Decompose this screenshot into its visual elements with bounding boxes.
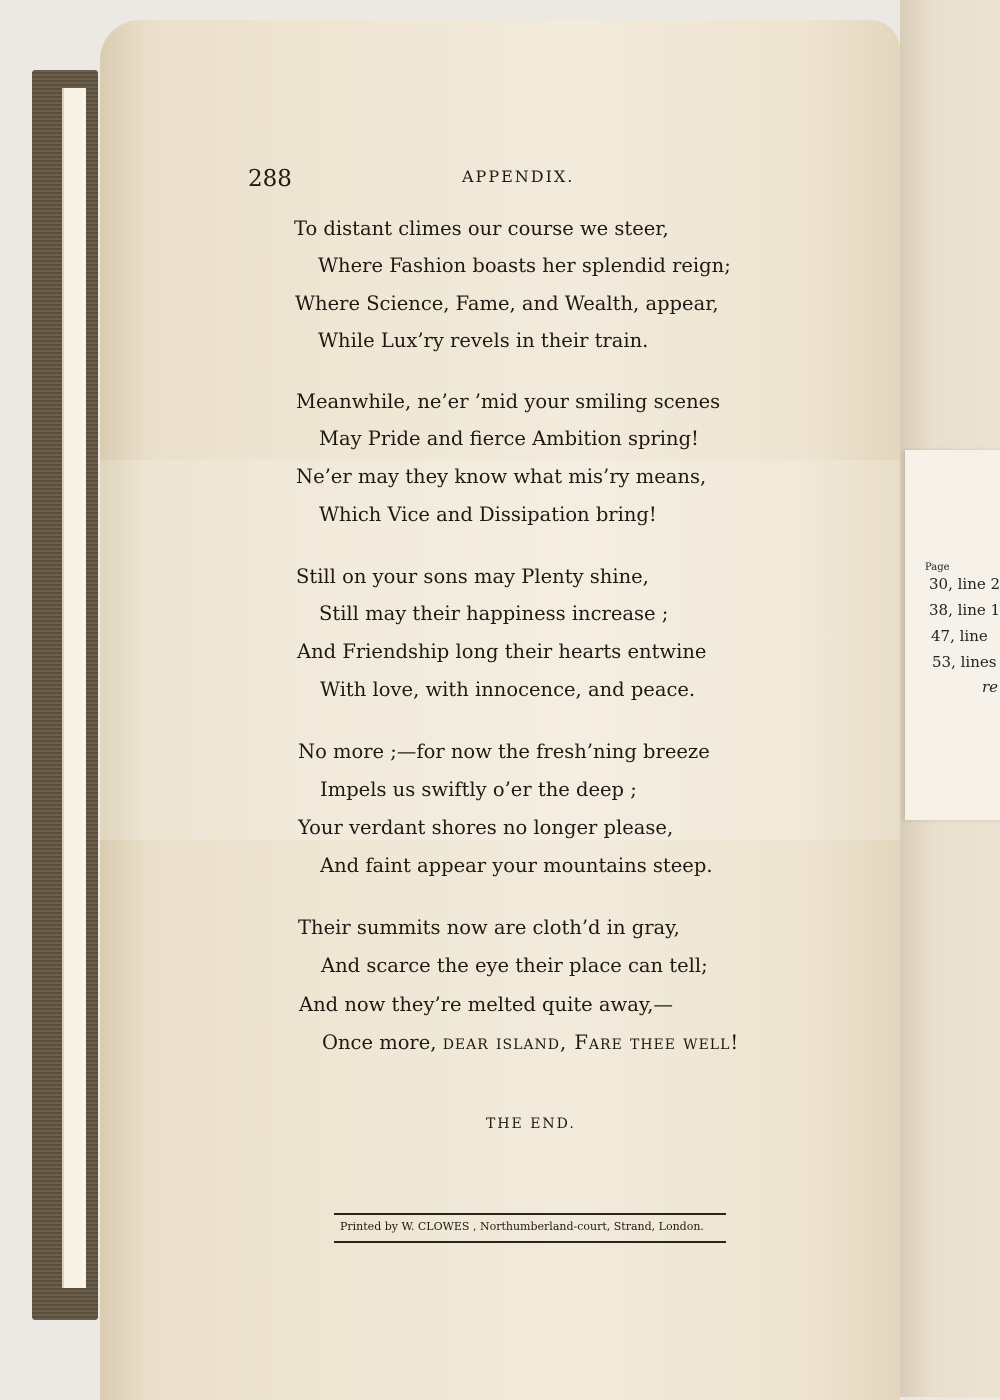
errata-line: 53, lines — [932, 653, 997, 671]
poem-line: No more ;—for now the fresh’ning breeze — [298, 740, 710, 763]
poem-line: May Pride and fierce Ambition spring! — [319, 427, 699, 450]
poem-line: Meanwhile, ne’er ’mid your smiling scenes — [296, 390, 721, 413]
printer-rule-bottom — [334, 1241, 726, 1243]
printer-imprint: Printed by W. CLOWES , Northumberland-court, Strand, London. — [340, 1220, 704, 1233]
poem-line: Which Vice and Dissipation bring! — [319, 503, 657, 526]
errata-line: 30, line 2 — [929, 575, 1000, 593]
poem-line: To distant climes our course we steer, — [294, 217, 669, 240]
poem-line: With love, with innocence, and peace. — [320, 678, 696, 701]
poem-line-final — [322, 1031, 738, 1054]
page-edges — [62, 88, 86, 1288]
final-line-suffix: ! — [730, 1031, 739, 1054]
poem-line: While Lux’ry revels in their train. — [318, 329, 649, 352]
final-line-prefix: Once more, — [322, 1031, 443, 1054]
the-end: THE END. — [486, 1116, 576, 1132]
poem-line: Ne’er may they know what mis’ry means, — [296, 465, 707, 488]
errata-page-label: Page — [925, 562, 950, 573]
poem-line: Where Fashion boasts her splendid reign; — [318, 254, 731, 277]
poem-line: And faint appear your mountains steep. — [320, 854, 713, 877]
errata-line: re — [982, 678, 999, 696]
printer-rule-top — [334, 1213, 726, 1215]
page-number: 288 — [248, 166, 292, 192]
poem-line: Your verdant shores no longer please, — [298, 816, 674, 839]
poem-line: And scarce the eye their place can tell; — [321, 954, 708, 977]
errata-slip — [905, 450, 1000, 820]
errata-line: 47, line — [931, 627, 988, 645]
poem-line: Their summits now are cloth’d in gray, — [298, 916, 680, 939]
errata-line: 38, line 1 — [929, 601, 1000, 619]
poem-line: And Friendship long their hearts entwine — [297, 640, 707, 663]
poem-line: Impels us swiftly o’er the deep ; — [320, 778, 637, 801]
final-line-emphasis: dear island, Fare thee well — [442, 1031, 731, 1054]
poem-line: Still may their happiness increase ; — [319, 602, 669, 625]
running-head: APPENDIX. — [462, 167, 575, 186]
poem-line: And now they’re melted quite away,— — [299, 993, 673, 1016]
poem-line: Where Science, Fame, and Wealth, appear, — [295, 292, 719, 315]
poem-line: Still on your sons may Plenty shine, — [296, 565, 649, 588]
